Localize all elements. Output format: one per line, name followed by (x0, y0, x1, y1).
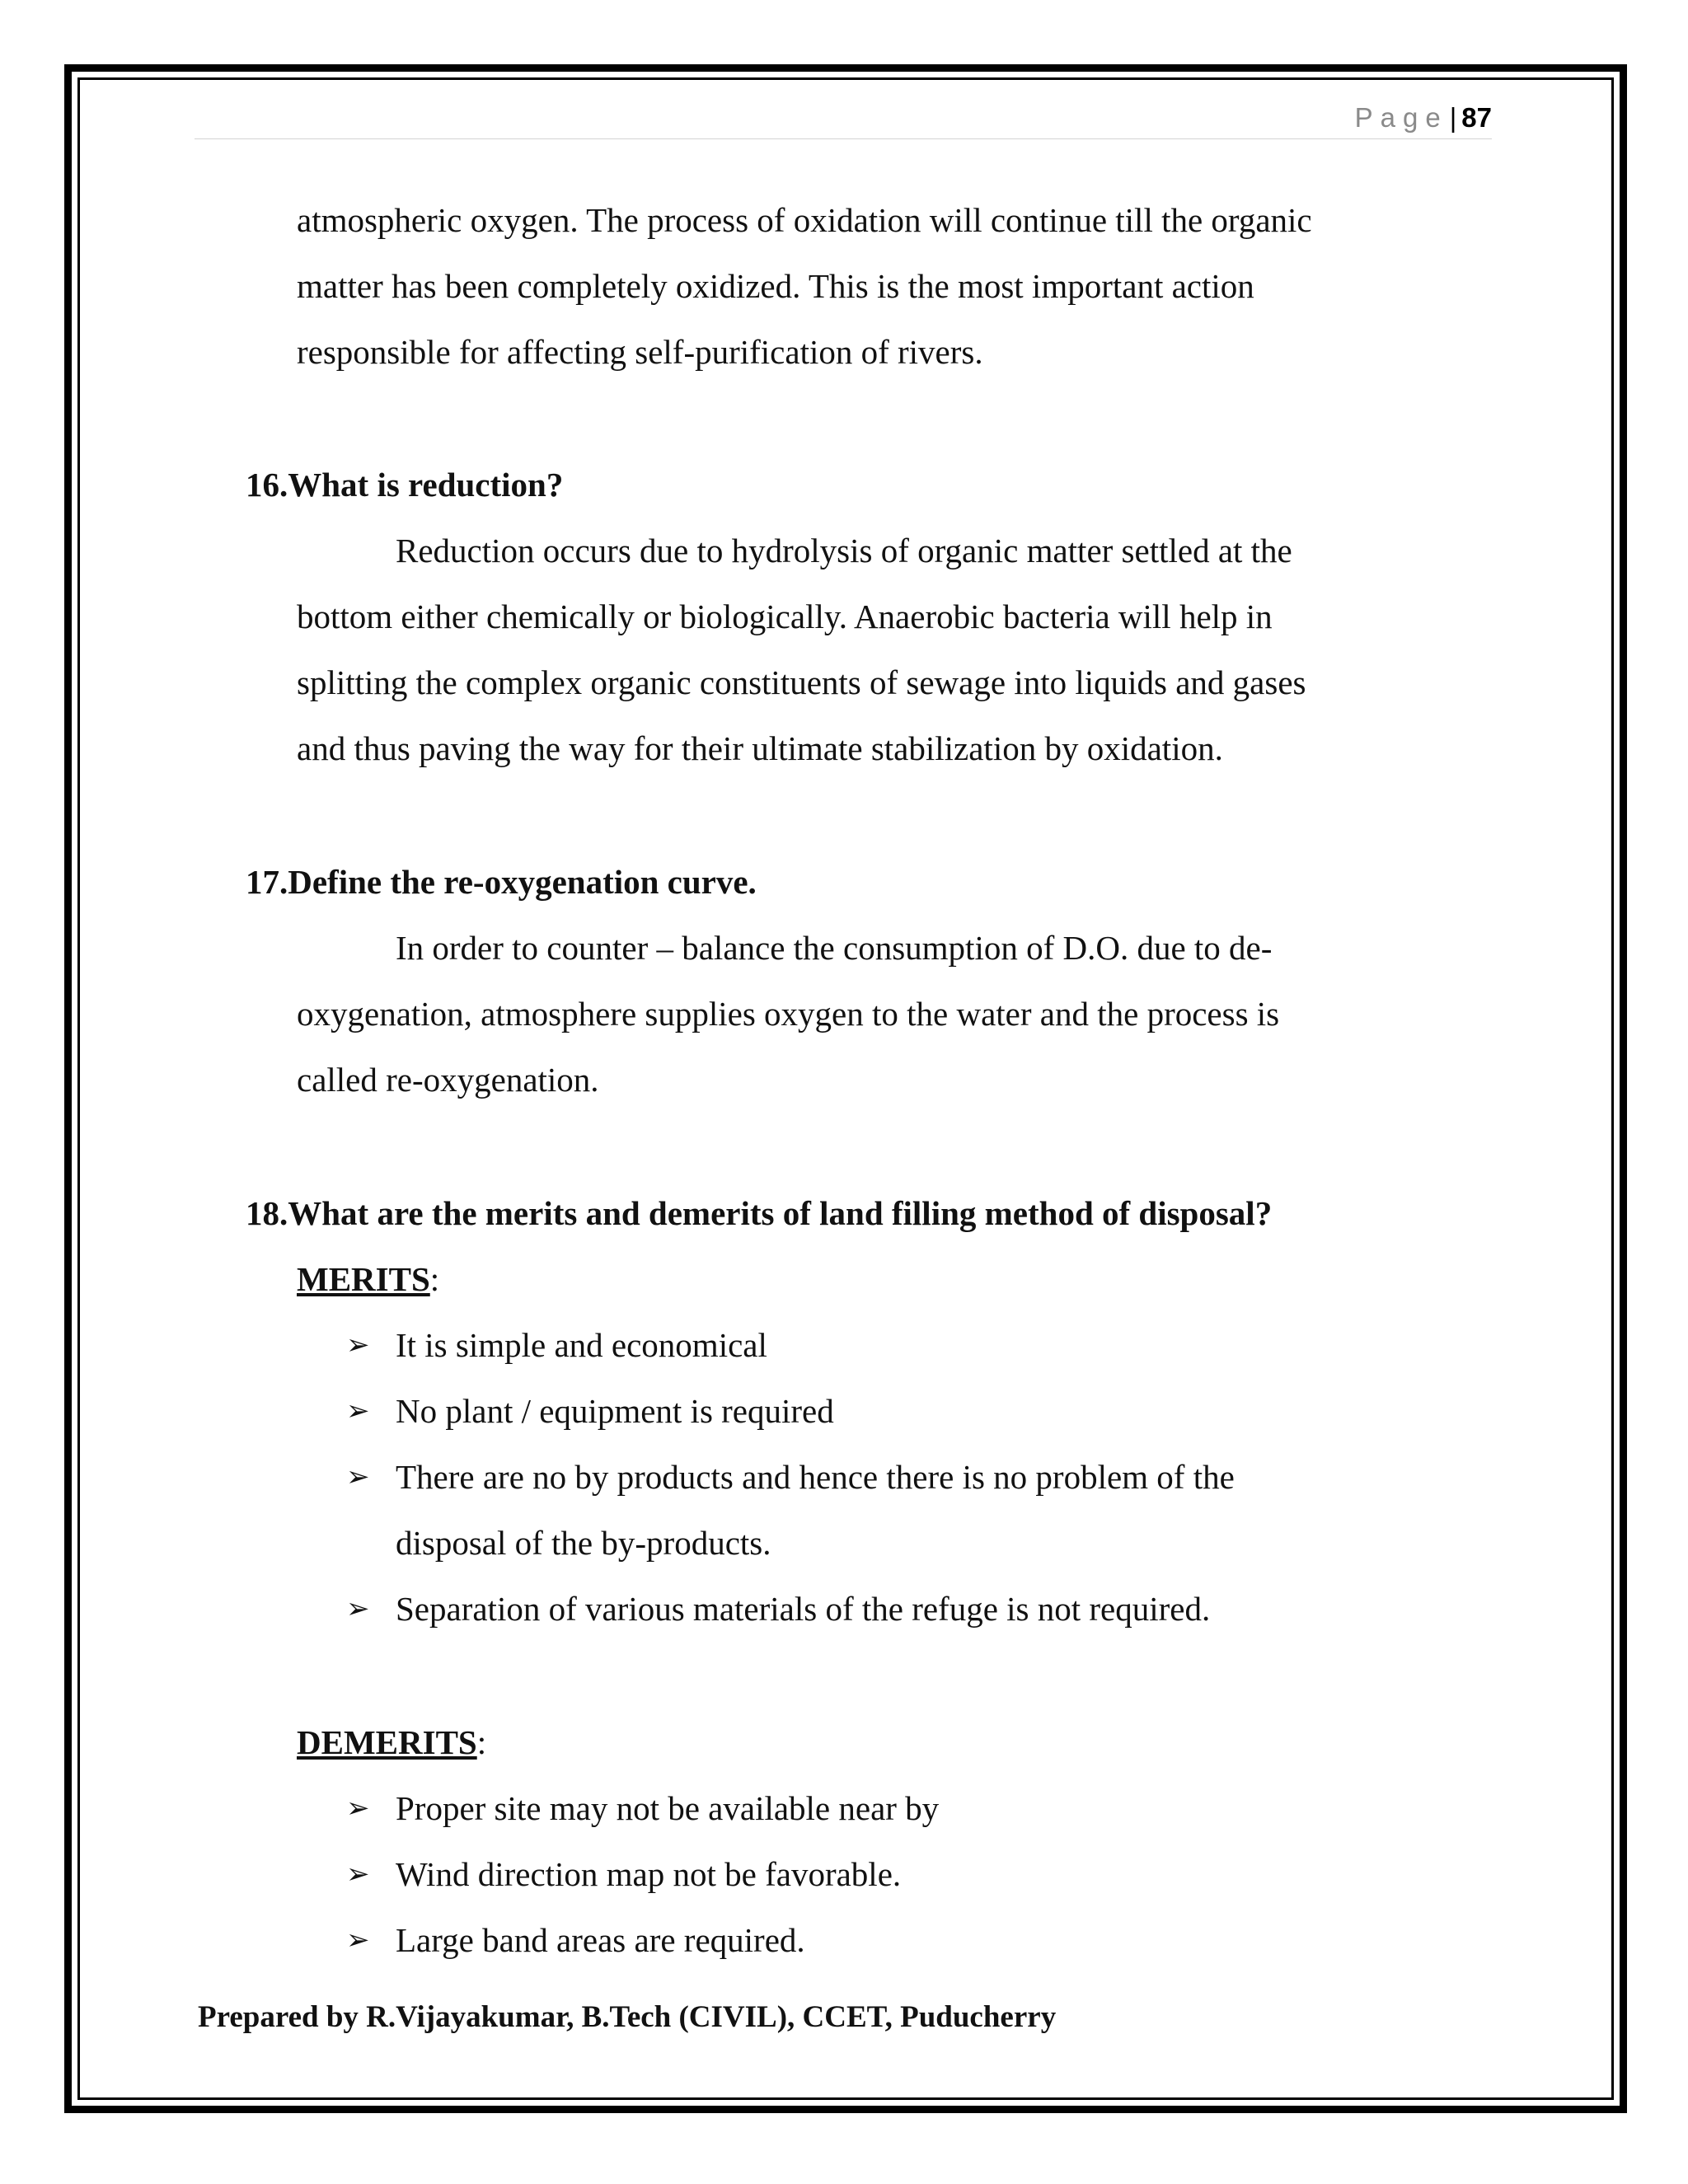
list-item (346, 1787, 1500, 1830)
question-text: What are the merits and demerits of land filling method of disposal? (288, 1194, 1273, 1232)
answer-line: Reduction occurs due to hydrolysis of organic matter settled at the (396, 532, 1292, 569)
answer-line: bottom either chemically or biologically. Anaerobic bacteria will help in (297, 598, 1273, 635)
page-header (195, 97, 1492, 139)
demerits-heading: DEMERITS: (297, 1723, 487, 1761)
list-item (346, 1455, 1500, 1498)
list-item-text: Large band areas are required. (396, 1921, 805, 1959)
arrowhead-bullet-icon: ➢ (346, 1858, 370, 1891)
answer-line: and thus paving the way for their ultimate stabilization by oxidation. (297, 729, 1223, 767)
arrowhead-bullet-icon: ➢ (346, 1329, 370, 1361)
list-item-continuation: disposal of the by-products. (396, 1524, 771, 1562)
intro-line: atmospheric oxygen. The process of oxidation will continue till the organic (297, 201, 1312, 239)
question-16 (246, 463, 563, 506)
list-item (346, 1853, 1500, 1896)
page-separator: | (1449, 102, 1457, 133)
answer-line: In order to counter – balance the consumption of D.O. due to de- (396, 929, 1273, 967)
arrowhead-bullet-icon: ➢ (346, 1394, 370, 1427)
question-text: What is reduction? (288, 466, 564, 504)
list-item (346, 1587, 1500, 1630)
list-item-text: No plant / equipment is required (396, 1392, 834, 1430)
page-word: Page (1354, 102, 1448, 133)
arrowhead-bullet-icon: ➢ (346, 1592, 370, 1625)
list-item (346, 1919, 1500, 1961)
question-number: 18. (246, 1194, 288, 1232)
arrowhead-bullet-icon: ➢ (346, 1460, 370, 1493)
page-number: 87 (1461, 102, 1492, 133)
question-17 (246, 860, 757, 903)
intro-line: responsible for affecting self-purification of rivers. (297, 333, 983, 371)
question-18 (246, 1192, 1272, 1235)
intro-line: matter has been completely oxidized. This is the most important action (297, 267, 1254, 305)
page-number-label (1355, 102, 1492, 134)
arrowhead-bullet-icon: ➢ (346, 1792, 370, 1825)
answer-line: called re-oxygenation. (297, 1061, 599, 1099)
page-footer: Prepared by R.Vijayakumar, B.Tech (CIVIL), CCET, Puducherry (198, 2000, 1057, 2034)
list-item-text: There are no by products and hence there is no problem of the (396, 1458, 1235, 1496)
demerits-label: DEMERITS (297, 1723, 477, 1761)
answer-line: oxygenation, atmosphere supplies oxygen to the water and the process is (297, 995, 1280, 1033)
question-number: 17. (246, 863, 288, 901)
list-item-text: Proper site may not be available near by (396, 1789, 940, 1827)
list-item-text: Wind direction map not be favorable. (396, 1855, 902, 1893)
answer-line: splitting the complex organic constituents of sewage into liquids and gases (297, 663, 1306, 701)
merits-heading: MERITS: (297, 1260, 440, 1298)
arrowhead-bullet-icon: ➢ (346, 1924, 370, 1957)
merits-label: MERITS (297, 1260, 430, 1298)
list-item (346, 1390, 1500, 1432)
question-text: Define the re-oxygenation curve. (288, 863, 757, 901)
list-item (346, 1324, 1500, 1366)
list-item-text: It is simple and economical (396, 1326, 767, 1364)
list-item-text: Separation of various materials of the refuge is not required. (396, 1590, 1211, 1628)
question-number: 16. (246, 466, 288, 504)
